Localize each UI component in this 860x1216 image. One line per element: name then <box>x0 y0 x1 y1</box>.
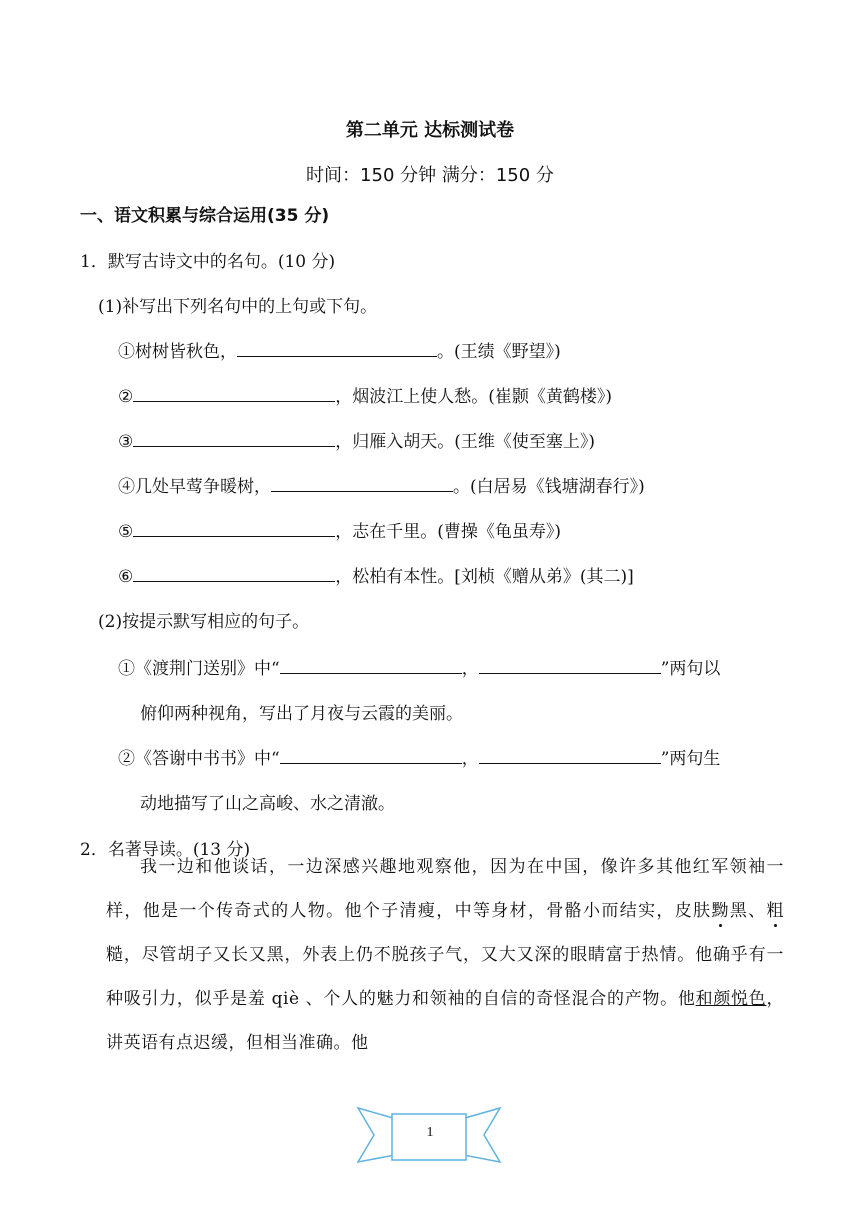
answer-blank[interactable] <box>237 340 437 357</box>
prompt-item-tail: ”两句生 <box>660 749 721 769</box>
fill-item-text: ⑤ <box>118 522 134 542</box>
fill-item-text: ② <box>118 387 134 407</box>
prompt-item-tail: ”两句以 <box>660 659 721 679</box>
reading-passage <box>106 845 784 1065</box>
answer-blank[interactable] <box>133 520 335 537</box>
fill-item-source: ，志在千里。(曹操《龟虽寿》) <box>335 522 562 542</box>
dotted-character: 黝 <box>711 901 730 921</box>
fill-item-source: ，松柏有本性。[刘桢《赠从弟》(其二)] <box>335 567 634 587</box>
question-1-part-1-heading: (1)补写出下列名句中的上句或下句。 <box>98 297 378 317</box>
prompt-item-1 <box>118 657 720 681</box>
fill-item-source: 。(白居易《钱塘湖春行》) <box>453 477 645 497</box>
section-heading: 一、语文积累与综合运用(35 分) <box>80 206 330 226</box>
question-1-heading: 1．默写古诗文中的名句。(10 分) <box>80 252 336 272</box>
fill-item-text: ④几处早莺争暖树， <box>118 477 271 497</box>
prompt-item-1-continued: 俯仰两种视角，写出了月夜与云霞的美丽。 <box>140 704 463 724</box>
fill-item-source: ，烟波江上使人愁。(崔颢《黄鹤楼》) <box>335 387 613 407</box>
fill-item-1 <box>118 340 561 364</box>
fill-item-2 <box>118 385 612 409</box>
underlined-phrase: 和颜悦色 <box>695 989 767 1009</box>
page-title: 第二单元 达标测试卷 <box>345 120 515 141</box>
prompt-item-comma: ， <box>461 749 479 769</box>
fill-item-text: ③ <box>118 432 134 452</box>
passage-text: ，讲英语有点迟缓，但相当准确。他 <box>106 989 785 1053</box>
answer-blank[interactable] <box>479 747 661 764</box>
exam-time-score: 时间：150 分钟 满分：150 分 <box>306 165 554 186</box>
passage-text: 黑、 <box>729 901 767 921</box>
fill-item-source: ，归雁入胡天。(王维《使至塞上》) <box>335 432 596 452</box>
answer-blank[interactable] <box>479 657 661 674</box>
question-2-heading: 2．名著导读。(13 分) <box>80 840 251 860</box>
answer-blank[interactable] <box>280 657 462 674</box>
fill-item-4 <box>118 475 645 499</box>
prompt-item-text: ②《答谢中书书》中“ <box>118 749 280 769</box>
answer-blank[interactable] <box>280 747 462 764</box>
answer-blank[interactable] <box>133 430 335 447</box>
prompt-item-text: ①《渡荆门送别》中“ <box>118 659 280 679</box>
fill-item-6 <box>118 565 634 589</box>
fill-item-3 <box>118 430 595 454</box>
passage-text: 我一边和他谈话，一边深感兴趣地观察他，因为在中国，像许多其他红军领袖一样，他是一个传奇式的人物。他个子清瘦，中等身材，骨骼小而结实，皮肤 <box>106 857 784 921</box>
dotted-character: 粗 <box>766 901 785 921</box>
fill-item-source: 。(王绩《野望》) <box>437 342 561 362</box>
passage-text: 糙，尽管胡子又长又黑，外表上仍不脱孩子气，又大又深的眼睛富于热情。他确乎有一种吸引力，似乎是羞 qiè 、个人的魅力和领袖的自信的奇怪混合的产物。他 <box>106 945 784 1009</box>
fill-item-text: ①树树皆秋色， <box>118 342 237 362</box>
question-1-part-2-heading: (2)按提示默写相应的句子。 <box>98 612 310 632</box>
fill-item-5 <box>118 520 561 544</box>
answer-blank[interactable] <box>271 475 453 492</box>
answer-blank[interactable] <box>133 385 335 402</box>
fill-item-text: ⑥ <box>118 567 134 587</box>
prompt-item-comma: ， <box>461 659 479 679</box>
prompt-item-2-continued: 动地描写了山之高峻、水之清澈。 <box>140 794 395 814</box>
prompt-item-2 <box>118 747 720 771</box>
page-number: 1 <box>426 1125 434 1140</box>
answer-blank[interactable] <box>133 565 335 582</box>
